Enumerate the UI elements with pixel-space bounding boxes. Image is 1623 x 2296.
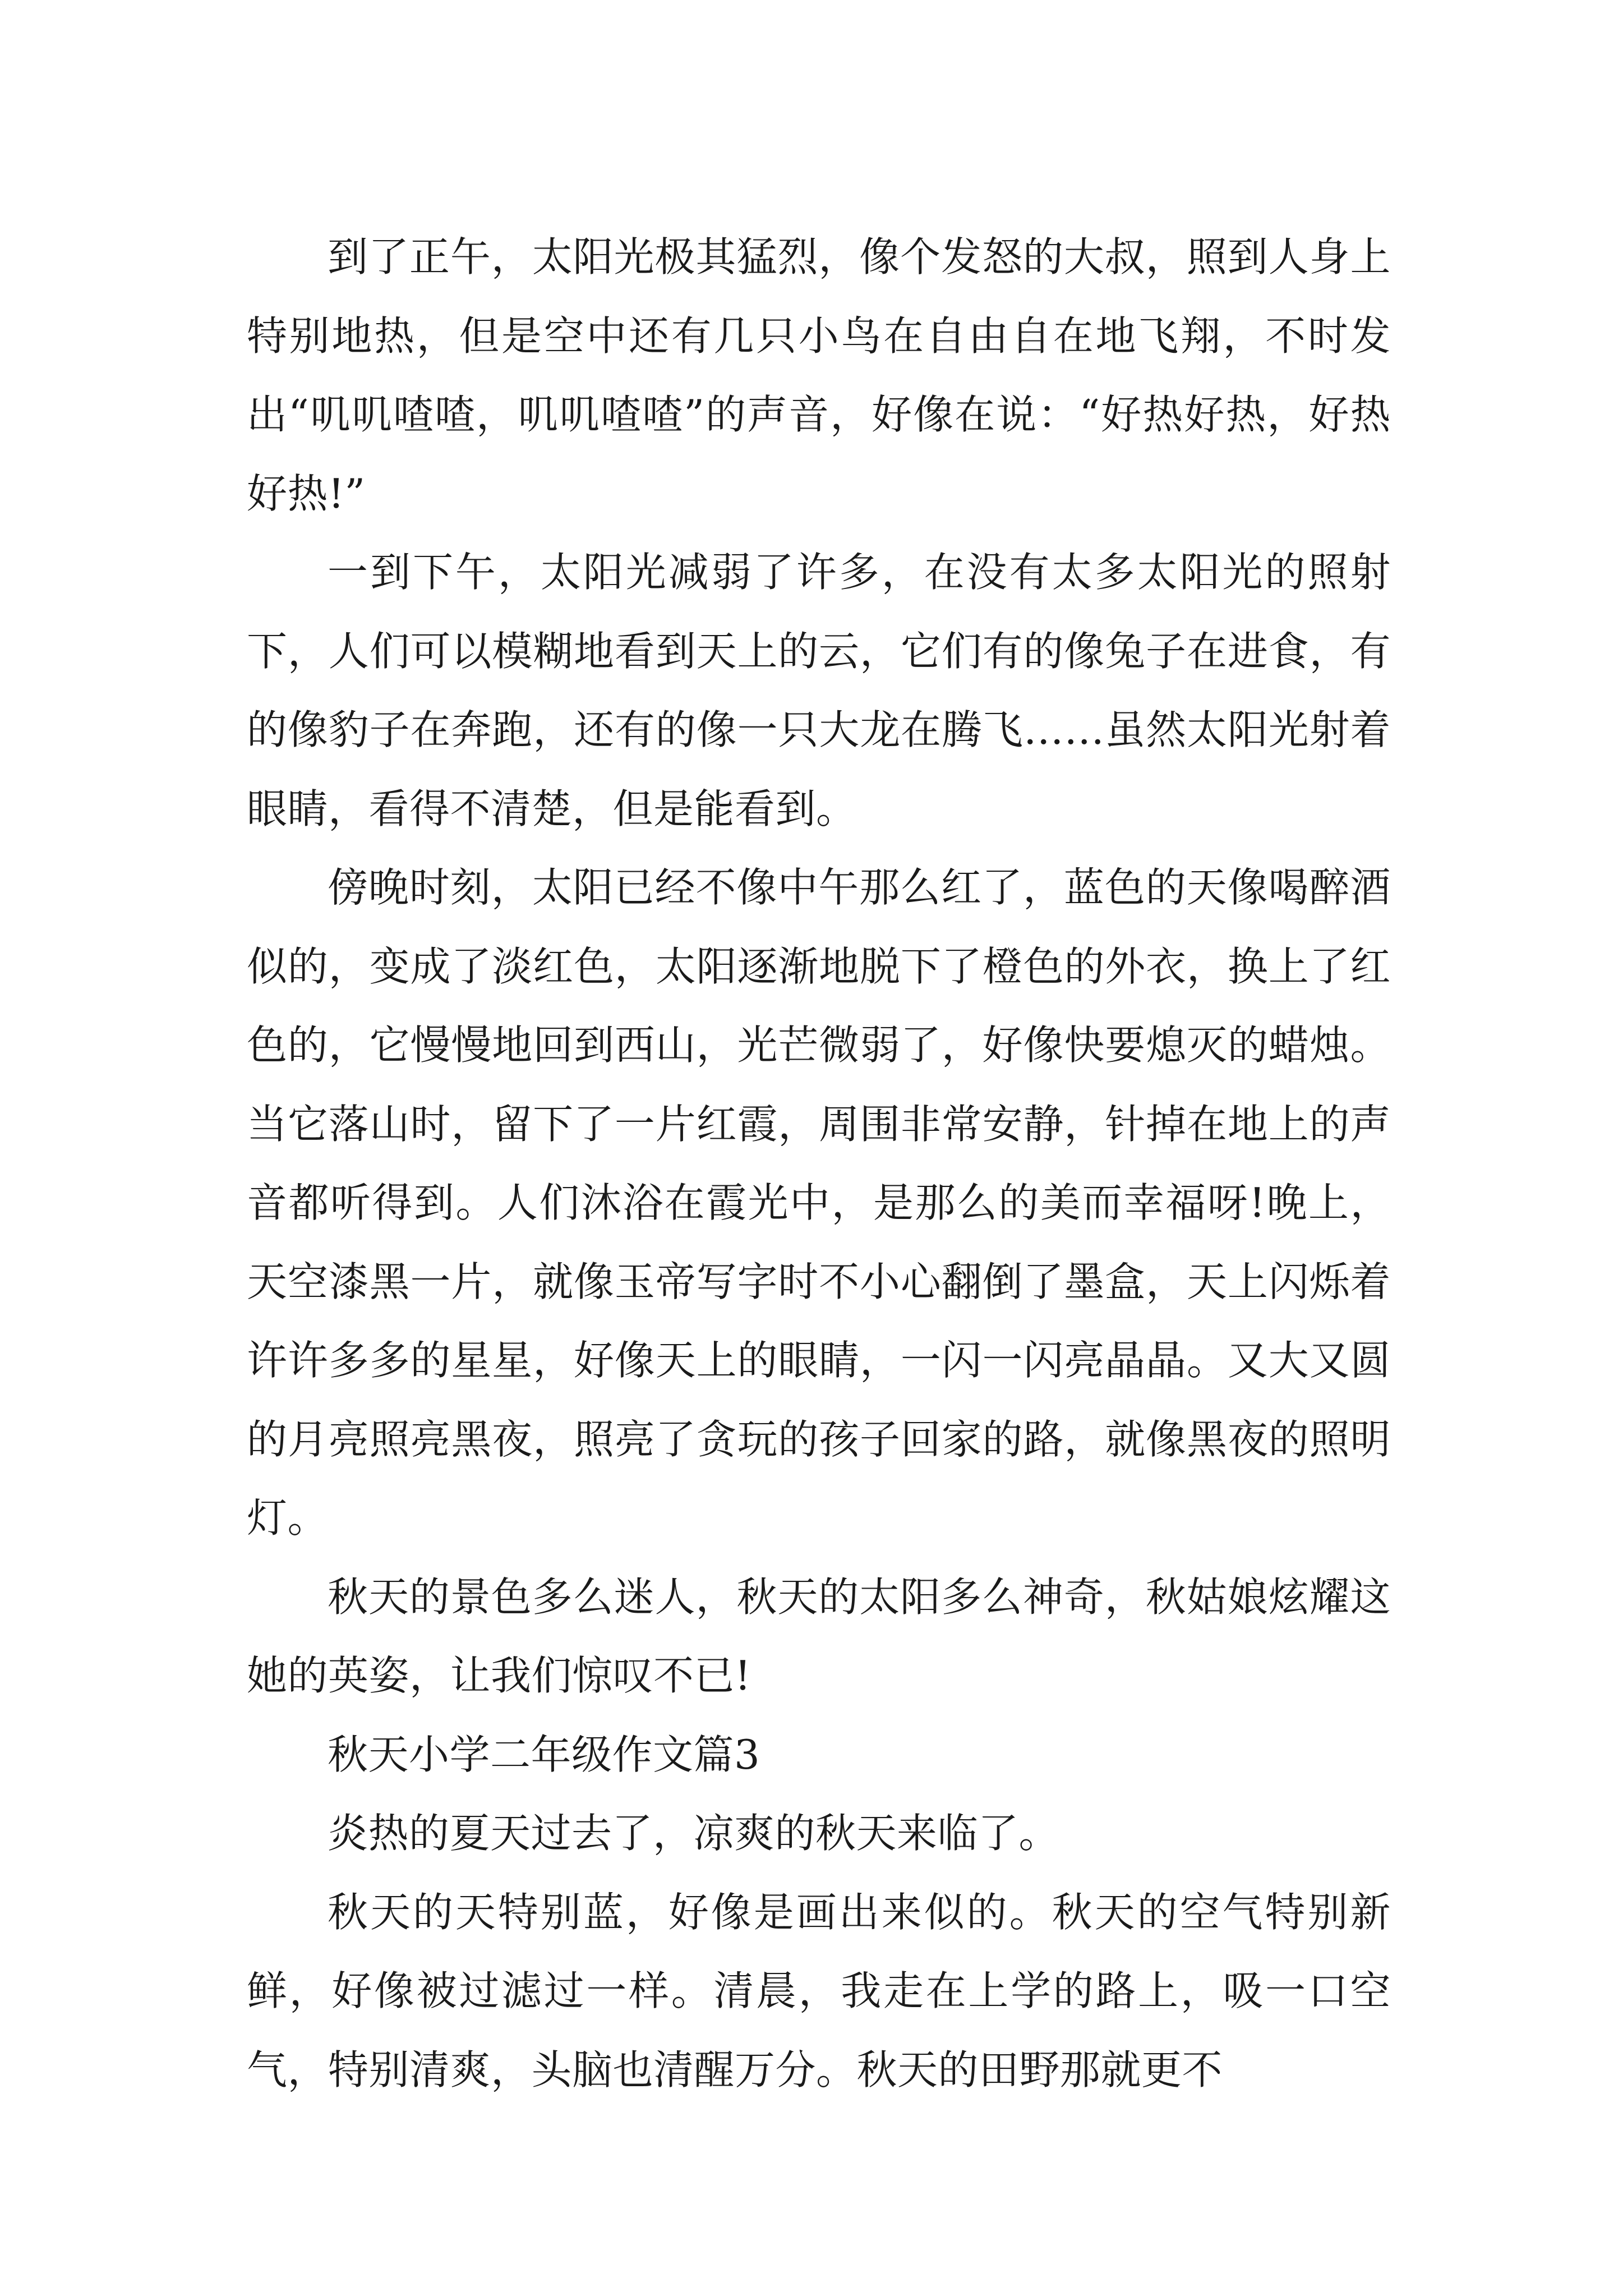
paragraph-afternoon: 一到下午，太阳光减弱了许多，在没有太多太阳光的照射下，人们可以模糊地看到天上的云，它们有的像兔子在进食，有的像豹子在奔跑，还有的像一只大龙在腾飞……虽然太阳光射着眼睛，看得不清楚，但是能看到。: [247, 549, 1391, 832]
paragraph-conclusion: 秋天的景色多么迷人，秋天的太阳多么神奇，秋姑娘炫耀这她的英姿，让我们惊叹不已!: [247, 1573, 1391, 1699]
section-heading: 秋天小学二年级作文篇3: [328, 1731, 760, 1778]
paragraph-evening: 傍晚时刻，太阳已经不像中午那么红了，蓝色的天像喝醉酒似的，变成了淡红色，太阳逐渐地脱下了橙色的外衣，换上了红色的，它慢慢地回到西山，光芒微弱了，好像快要熄灭的蜡烛。当它落山时，留下了一片红霞，周围非常安静，针掉在地上的声音都听得到。人们沐浴在霞光中，是那么的美而幸福呀!晚上，天空漆黑一片，就像玉帝写字时不小心翻倒了墨盒，天上闪烁着许许多多的星星，好像天上的眼睛，一闪一闪亮晶晶。又大又圆的月亮照亮黑夜，照亮了贪玩的孩子回家的路，就像黑夜的照明灯。: [247, 864, 1391, 1542]
article-body: [247, 218, 1391, 2109]
paragraph-intro: 炎热的夏天过去了，凉爽的秋天来临了。: [328, 1810, 1060, 1857]
paragraph-noon: 到了正午，太阳光极其猛烈，像个发怒的大叔，照到人身上特别地热，但是空中还有几只小鸟在自由自在地飞翔，不时发出“叽叽喳喳，叽叽喳喳”的声音，好像在说：“好热好热，好热好热!”: [247, 233, 1391, 517]
paragraph-autumn-sky: 秋天的天特别蓝，好像是画出来似的。秋天的空气特别新鲜，好像被过滤过一样。清晨，我走在上学的路上，吸一口空气，特别清爽，头脑也清醒万分。秋天的田野那就更不: [247, 1888, 1391, 2093]
